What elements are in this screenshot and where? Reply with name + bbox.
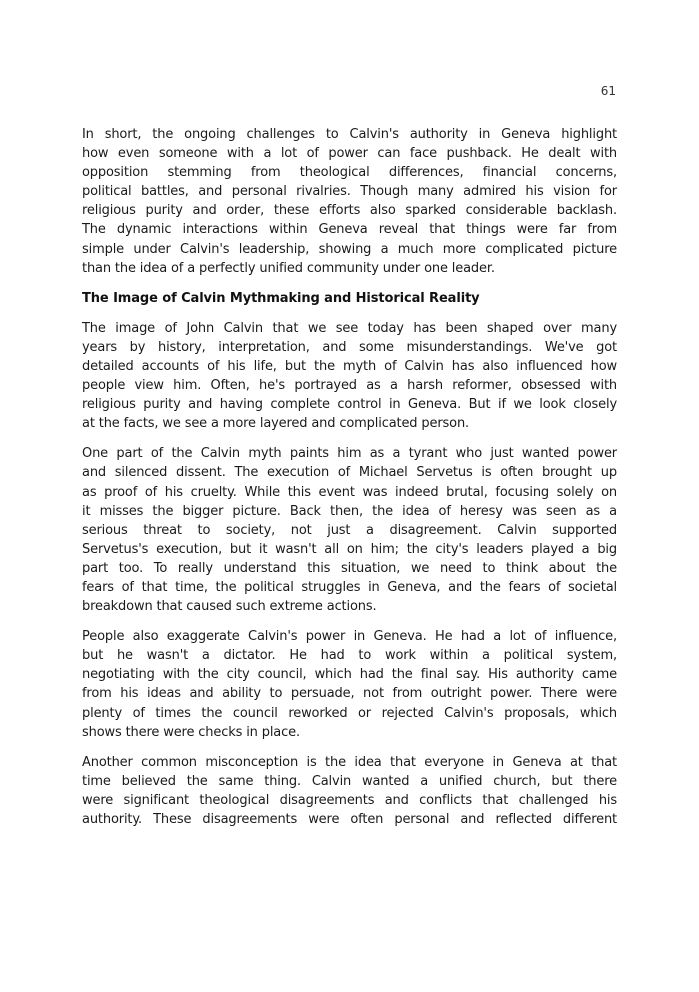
text-line: authority. These disagreements were often personal and reflected different <box>82 812 617 827</box>
text-line: fears of that time, the political struggles in Geneva, and the fears of societal <box>82 579 617 595</box>
paragraph-power-exaggeration <box>82 627 617 742</box>
text-line: political battles, and personal rivalries. Though many admired his vision for <box>82 184 617 200</box>
text-line: time believed the same thing. Calvin wanted a unified church, but there <box>82 773 617 789</box>
intro-paragraph <box>82 125 617 278</box>
text-line: but he wasn't a dictator. He had to work within a political system, <box>82 648 617 664</box>
text-line: The image of John Calvin that we see today has been shaped over many <box>82 320 617 336</box>
paragraph-tyrant-myth <box>82 444 617 616</box>
text-line: religious purity and having complete control in Geneva. But if we look closely <box>82 397 617 413</box>
text-line: were significant theological disagreements and conflicts that challenged his <box>82 792 617 808</box>
text-line: plenty of times the council reworked or rejected Calvin's proposals, which <box>82 705 617 721</box>
section-heading: The Image of Calvin Mythmaking and Historical Reality <box>82 290 480 306</box>
text-line: at the facts, we see a more layered and complicated person. <box>82 416 470 432</box>
text-line: it misses the bigger picture. Back then, the idea of heresy was seen as a <box>82 503 617 519</box>
text-line: People also exaggerate Calvin's power in Geneva. He had a lot of influence, <box>82 629 617 645</box>
page-number: 61 <box>600 84 616 98</box>
text-line: people view him. Often, he's portrayed as a harsh reformer, obsessed with <box>82 378 617 394</box>
text-line: In short, the ongoing challenges to Calvin's authority in Geneva highlight <box>82 127 617 142</box>
text-line: shows there were checks in place. <box>82 724 300 740</box>
text-line: and silenced dissent. The execution of Michael Servetus is often brought up <box>82 465 617 481</box>
text-line: One part of the Calvin myth paints him as a tyrant who just wanted power <box>82 446 617 462</box>
text-line: from his ideas and ability to persuade, not from outright power. There were <box>82 686 617 702</box>
text-line: religious purity and order, these efforts also sparked considerable backlash. <box>82 203 617 219</box>
text-line: years by history, interpretation, and some misunderstandings. We've got <box>82 339 617 355</box>
text-line: The dynamic interactions within Geneva reveal that things were far from <box>82 222 617 238</box>
text-line: than the idea of a perfectly unified community under one leader. <box>82 260 495 276</box>
text-line: Another common misconception is the idea that everyone in Geneva at that <box>82 754 617 770</box>
text-line: simple under Calvin's leadership, showing a much more complicated picture <box>82 241 617 257</box>
text-line: part too. To really understand this situation, we need to think about the <box>82 560 617 576</box>
paragraph-misconception <box>82 753 617 829</box>
text-line: Servetus's execution, but it wasn't all on him; the city's leaders played a big <box>82 541 617 557</box>
document-body <box>82 125 617 840</box>
text-line: serious threat to society, not just a disagreement. Calvin supported <box>82 522 617 538</box>
text-line: negotiating with the city council, which had the final say. His authority came <box>82 667 617 683</box>
text-line: breakdown that caused such extreme actions. <box>82 599 377 615</box>
text-line: opposition stemming from theological differences, financial concerns, <box>82 165 617 181</box>
text-line: detailed accounts of his life, but the myth of Calvin has also influenced how <box>82 358 617 374</box>
text-line: how even someone with a lot of power can face pushback. He dealt with <box>82 146 617 162</box>
text-line: as proof of his cruelty. While this event was indeed brutal, focusing solely on <box>82 484 617 500</box>
paragraph-calvin-image <box>82 319 617 434</box>
